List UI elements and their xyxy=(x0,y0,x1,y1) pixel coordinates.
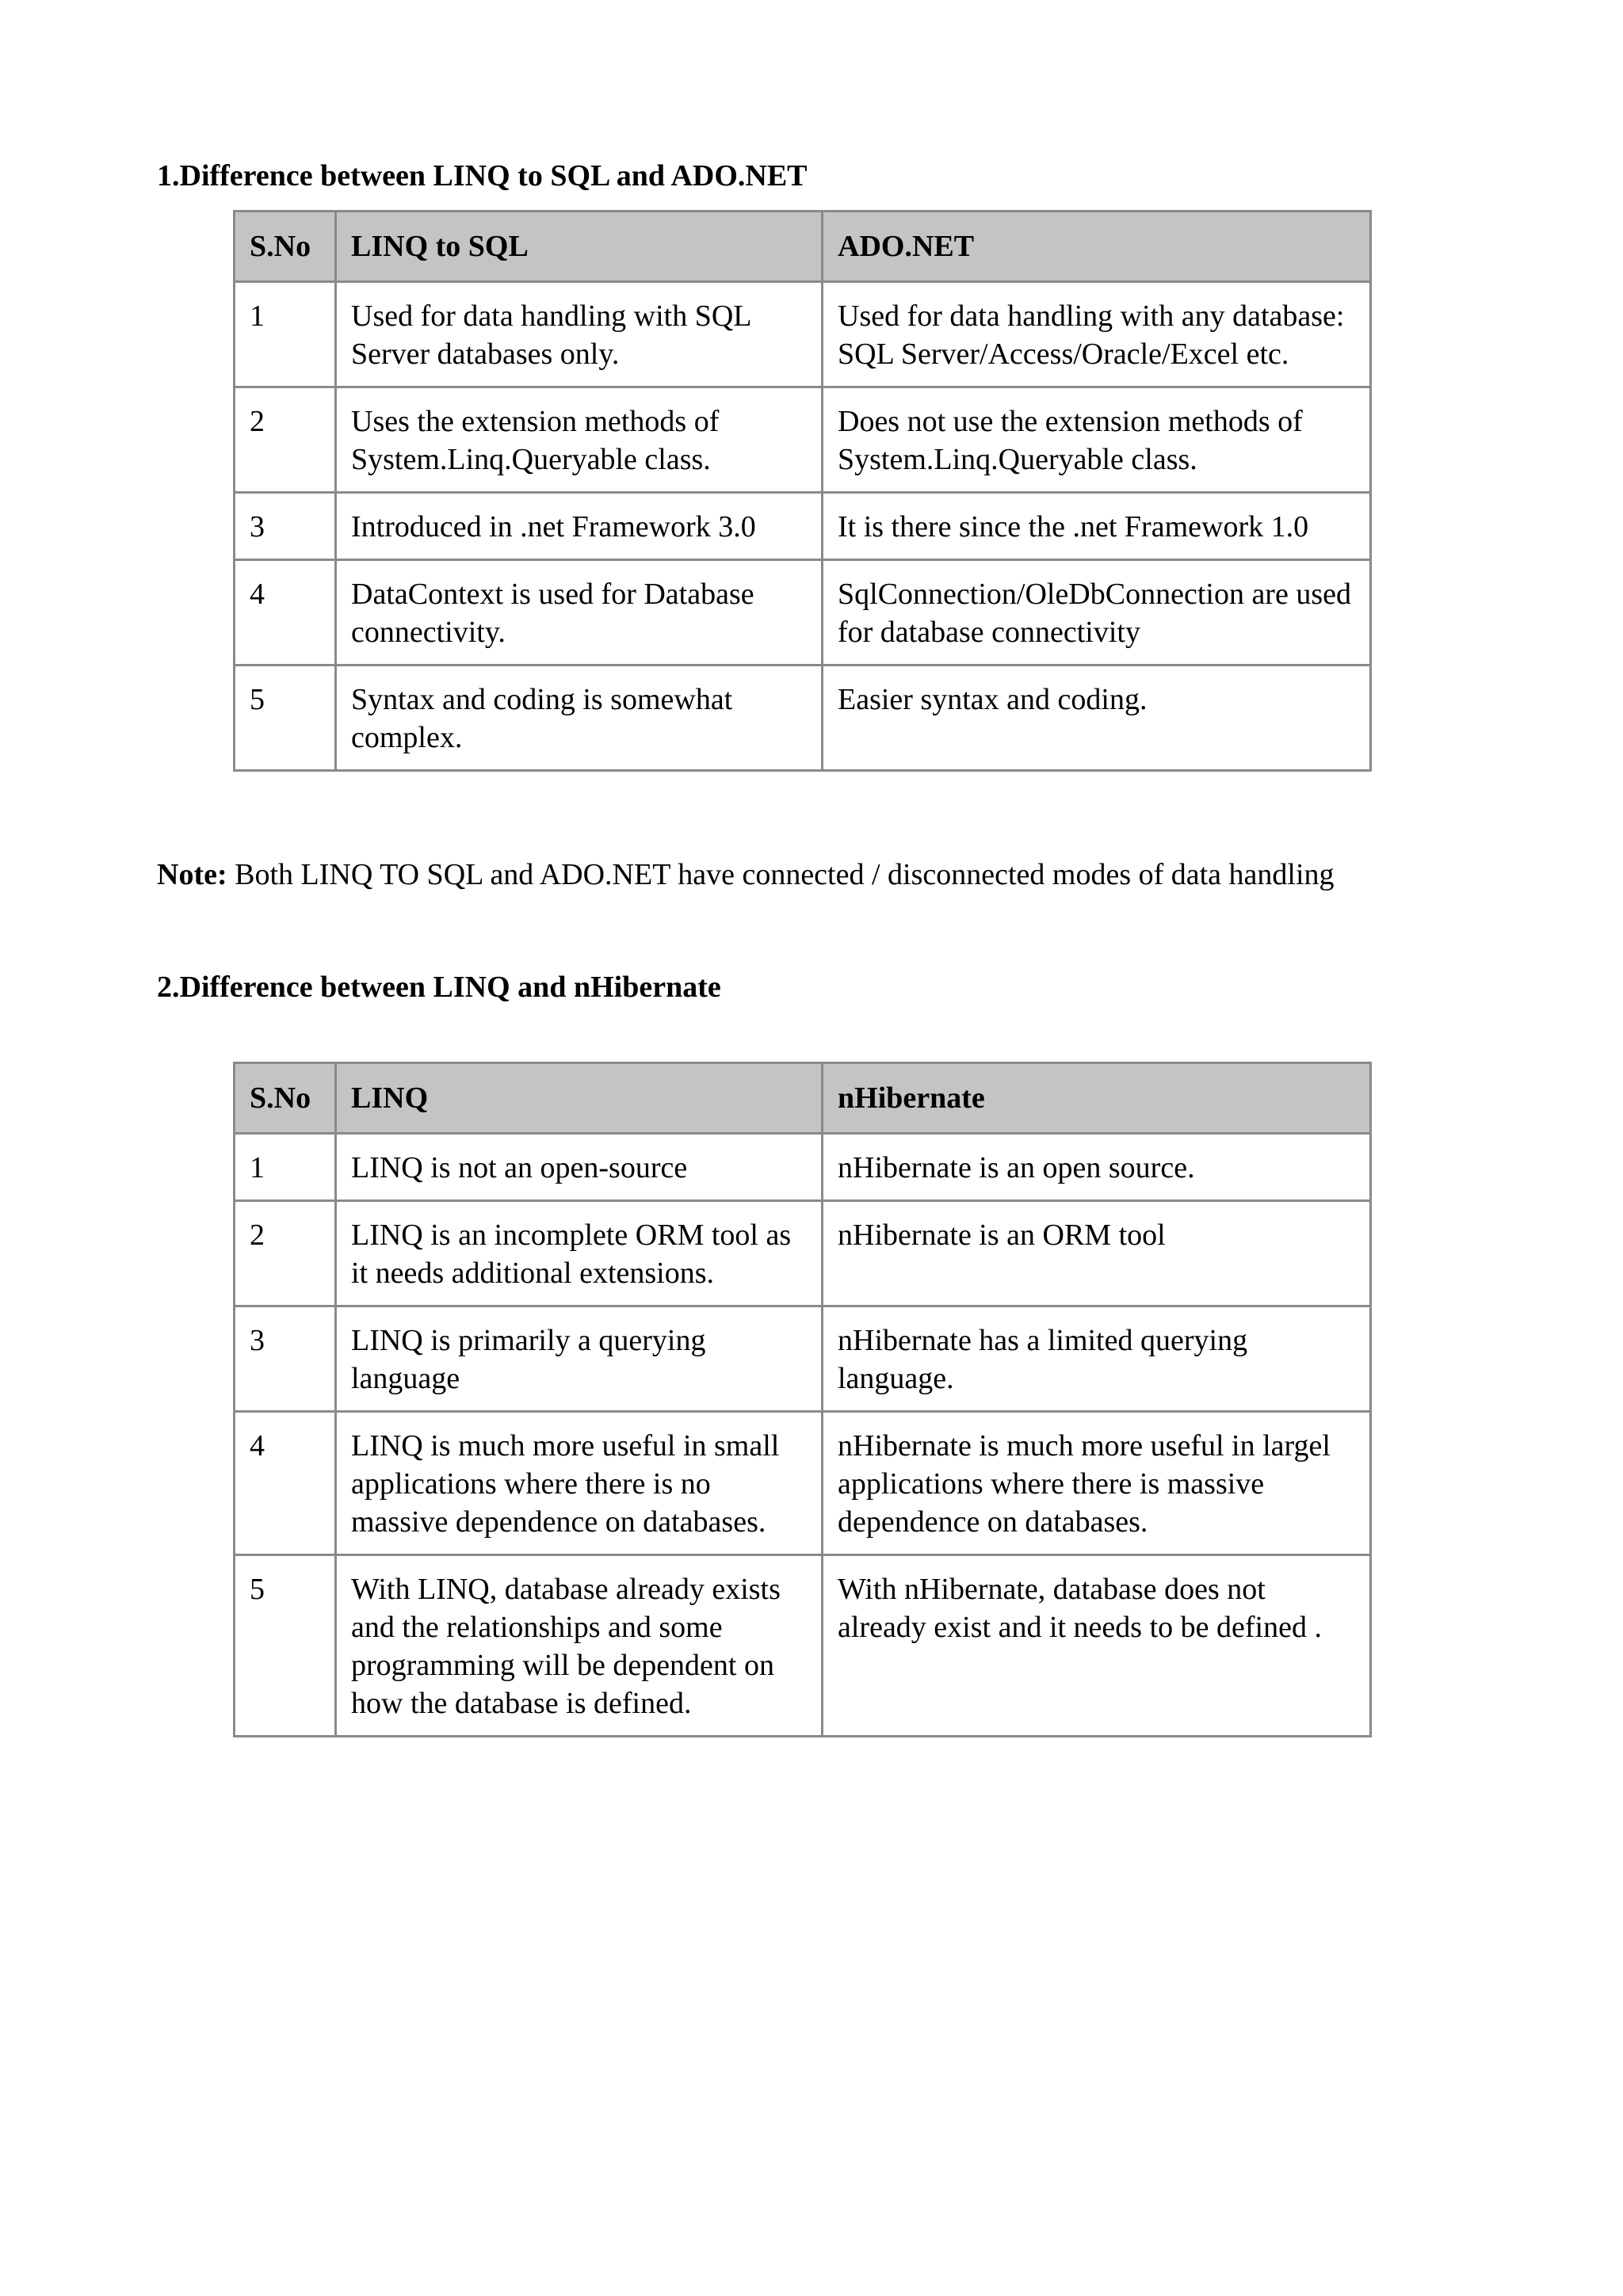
row-number: 5 xyxy=(235,1555,336,1737)
header-nhibernate: nHibernate xyxy=(823,1063,1371,1134)
section-1-heading: 1.Difference between LINQ to SQL and ADO.NET xyxy=(157,159,808,193)
header-adonet: ADO.NET xyxy=(823,212,1371,282)
linq-cell: LINQ is not an open-source xyxy=(336,1134,823,1201)
linq-to-sql-vs-adonet-table xyxy=(233,210,1372,772)
note-text: Both LINQ TO SQL and ADO.NET have connected / disconnected modes of data handling xyxy=(227,858,1335,891)
header-sno: S.No xyxy=(235,1063,336,1134)
nhibernate-cell: nHibernate is much more useful in largel applications where there is massive dependence on databases. xyxy=(823,1412,1371,1555)
note-paragraph xyxy=(157,856,1393,894)
row-number: 3 xyxy=(235,1306,336,1412)
section-2-heading: 2.Difference between LINQ and nHibernate xyxy=(157,971,721,1004)
adonet-cell: SqlConnection/OleDbConnection are used for database connectivity xyxy=(823,560,1371,666)
table-row xyxy=(235,1555,1371,1737)
linq-to-sql-cell: Introduced in .net Framework 3.0 xyxy=(336,493,823,560)
row-number: 3 xyxy=(235,493,336,560)
row-number: 4 xyxy=(235,1412,336,1555)
linq-to-sql-cell: DataContext is used for Database connectivity. xyxy=(336,560,823,666)
linq-cell: LINQ is much more useful in small applications where there is no massive dependence on databases. xyxy=(336,1412,823,1555)
linq-cell: With LINQ, database already exists and the relationships and some programming will be dependent on how the database is defined. xyxy=(336,1555,823,1737)
table-row xyxy=(235,1306,1371,1412)
nhibernate-cell: nHibernate has a limited querying language. xyxy=(823,1306,1371,1412)
linq-to-sql-cell: Syntax and coding is somewhat complex. xyxy=(336,666,823,771)
row-number: 2 xyxy=(235,1201,336,1306)
row-number: 1 xyxy=(235,1134,336,1201)
linq-cell: LINQ is an incomplete ORM tool as it needs additional extensions. xyxy=(336,1201,823,1306)
table-header-row xyxy=(235,212,1371,282)
linq-cell: LINQ is primarily a querying language xyxy=(336,1306,823,1412)
table-row xyxy=(235,387,1371,493)
table-row xyxy=(235,1134,1371,1201)
table-row xyxy=(235,493,1371,560)
adonet-cell: Easier syntax and coding. xyxy=(823,666,1371,771)
row-number: 1 xyxy=(235,282,336,387)
table-row xyxy=(235,282,1371,387)
note-label: Note: xyxy=(157,858,227,891)
linq-to-sql-cell: Used for data handling with SQL Server databases only. xyxy=(336,282,823,387)
nhibernate-cell: With nHibernate, database does not already exist and it needs to be defined . xyxy=(823,1555,1371,1737)
linq-vs-nhibernate-table xyxy=(233,1062,1372,1737)
table-header-row xyxy=(235,1063,1371,1134)
adonet-cell: Used for data handling with any database: SQL Server/Access/Oracle/Excel etc. xyxy=(823,282,1371,387)
row-number: 2 xyxy=(235,387,336,493)
row-number: 5 xyxy=(235,666,336,771)
table-row xyxy=(235,560,1371,666)
header-linq-to-sql: LINQ to SQL xyxy=(336,212,823,282)
table-row xyxy=(235,666,1371,771)
linq-to-sql-cell: Uses the extension methods of System.Linq.Queryable class. xyxy=(336,387,823,493)
adonet-cell: It is there since the .net Framework 1.0 xyxy=(823,493,1371,560)
table-row xyxy=(235,1201,1371,1306)
nhibernate-cell: nHibernate is an open source. xyxy=(823,1134,1371,1201)
adonet-cell: Does not use the extension methods of System.Linq.Queryable class. xyxy=(823,387,1371,493)
nhibernate-cell: nHibernate is an ORM tool xyxy=(823,1201,1371,1306)
header-sno: S.No xyxy=(235,212,336,282)
row-number: 4 xyxy=(235,560,336,666)
table-row xyxy=(235,1412,1371,1555)
header-linq: LINQ xyxy=(336,1063,823,1134)
